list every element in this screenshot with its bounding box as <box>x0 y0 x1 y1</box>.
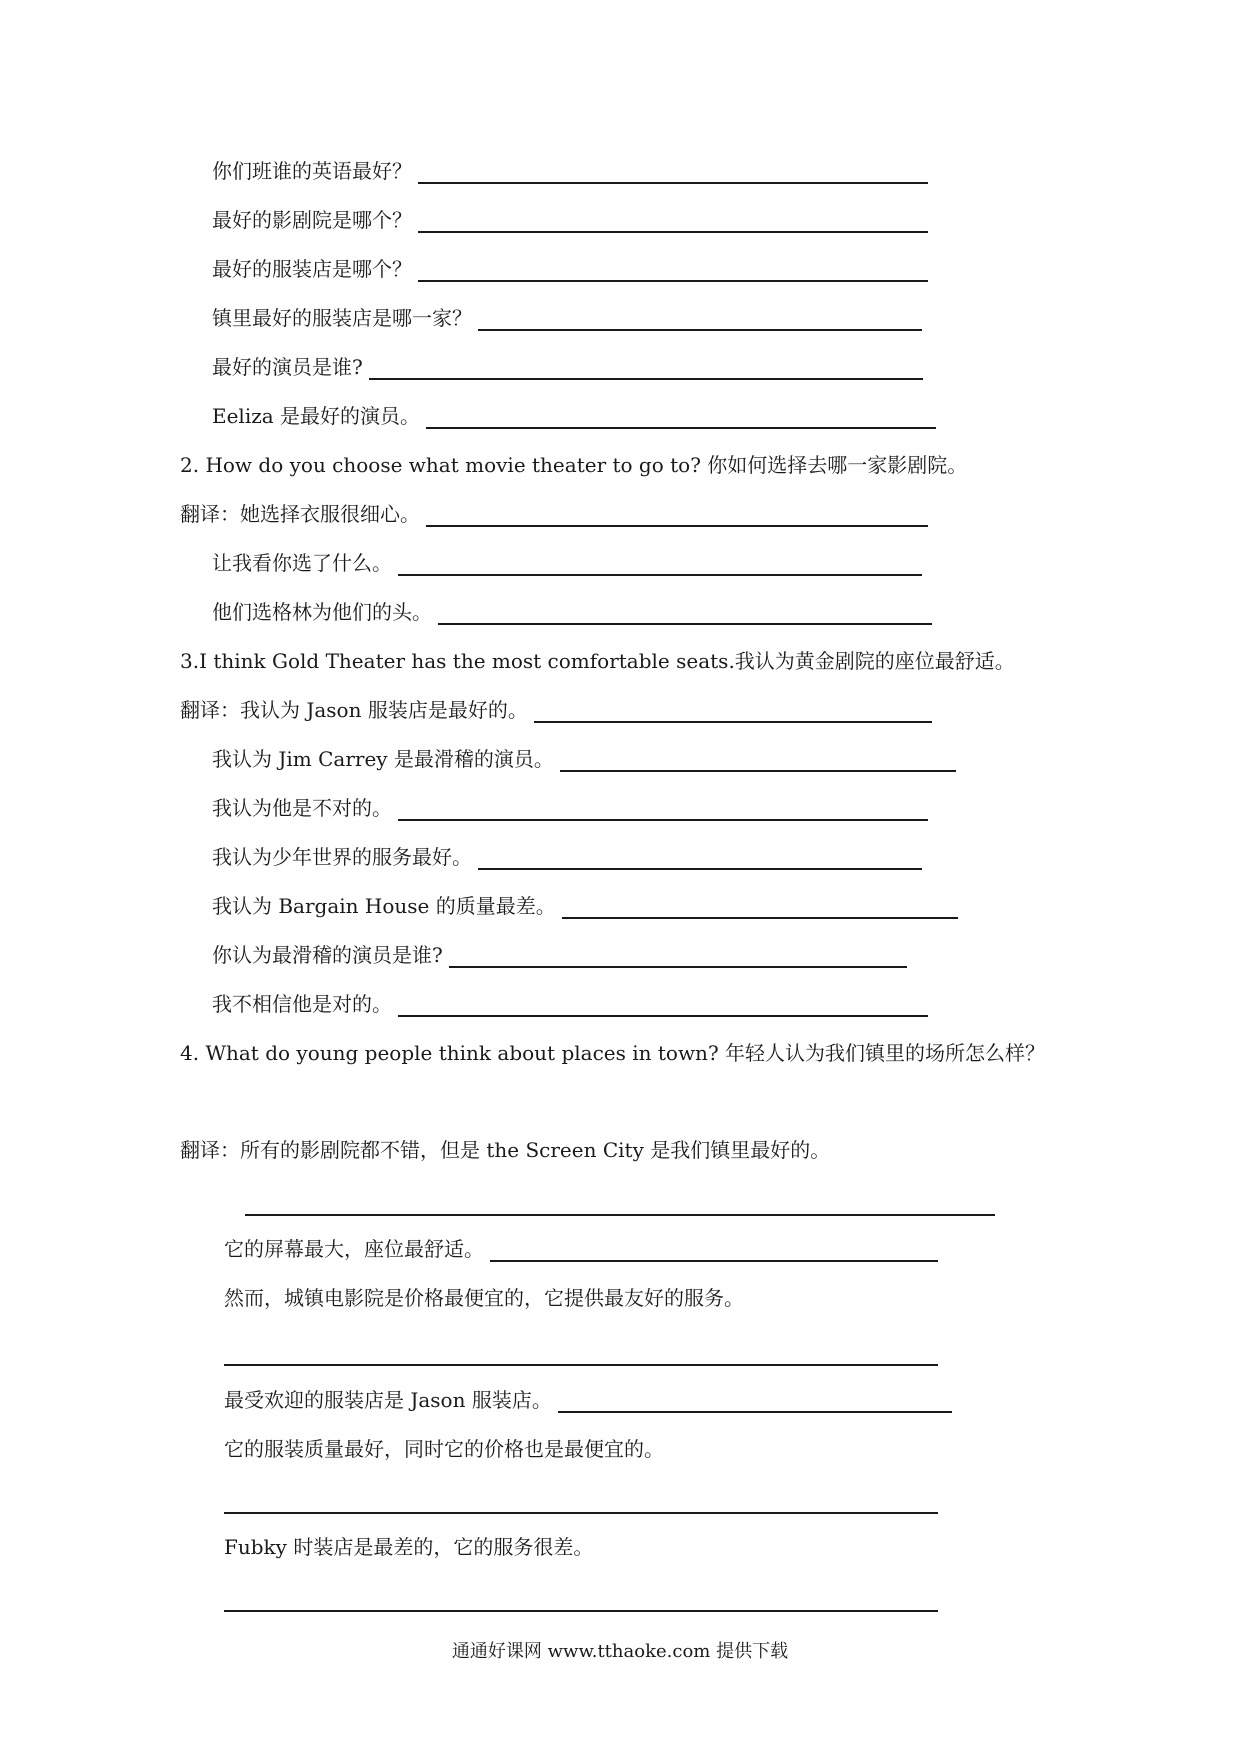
answer-blank[interactable] <box>224 1364 938 1366</box>
exercise-line <box>224 1530 593 1566</box>
answer-blank[interactable] <box>449 942 907 968</box>
exercise-line <box>224 1383 952 1419</box>
prompt-text: Eeliza 是最好的演员。 <box>212 404 421 428</box>
answer-blank[interactable] <box>490 1236 938 1262</box>
answer-blank[interactable] <box>398 795 928 821</box>
prompt-text: Fubky 时装店是最差的，它的服务很差。 <box>224 1535 594 1559</box>
question-heading <box>180 1036 1045 1072</box>
answer-blank[interactable] <box>418 256 928 282</box>
answer-blank[interactable] <box>426 403 936 429</box>
question-heading <box>180 448 967 484</box>
prompt-text: 我认为他是不对的。 <box>212 796 392 820</box>
answer-blank[interactable] <box>418 158 928 184</box>
answer-blank[interactable] <box>478 844 922 870</box>
answer-blank[interactable] <box>534 697 932 723</box>
exercise-line <box>212 399 936 435</box>
exercise-line <box>212 203 928 239</box>
exercise-line <box>212 791 928 827</box>
exercise-line <box>224 1281 744 1317</box>
prompt-text: 我认为少年世界的服务最好。 <box>212 845 472 869</box>
exercise-line <box>224 1232 938 1268</box>
exercise-line <box>212 840 922 876</box>
prompt-text: 你们班谁的英语最好？ <box>212 159 412 183</box>
exercise-line <box>212 350 923 386</box>
prompt-text: 翻译：所有的影剧院都不错，但是 the Screen City 是我们镇里最好的。 <box>180 1138 831 1162</box>
exercise-line <box>212 301 922 337</box>
exercise-line <box>212 546 922 582</box>
prompt-text: 镇里最好的服装店是哪一家？ <box>212 306 472 330</box>
prompt-text: 它的服装质量最好，同时它的价格也是最便宜的。 <box>224 1437 664 1461</box>
question-text: 3.I think Gold Theater has the most comfortable seats.我认为黄金剧院的座位最舒适。 <box>180 649 1015 673</box>
answer-blank[interactable] <box>558 1387 952 1413</box>
exercise-line <box>180 497 928 533</box>
prompt-text: 翻译：她选择衣服很细心。 <box>180 502 420 526</box>
prompt-text: 让我看你选了什么。 <box>212 551 392 575</box>
prompt-text: 它的屏幕最大，座位最舒适。 <box>224 1237 484 1261</box>
exercise-line <box>224 1432 664 1468</box>
prompt-text: 最受欢迎的服装店是 Jason 服装店。 <box>224 1388 552 1412</box>
prompt-text: 最好的服装店是哪个？ <box>212 257 412 281</box>
exercise-line <box>212 742 956 778</box>
answer-blank[interactable] <box>562 893 958 919</box>
prompt-text: 最好的影剧院是哪个？ <box>212 208 412 232</box>
exercise-line <box>180 693 932 729</box>
answer-blank[interactable] <box>245 1214 995 1216</box>
prompt-text: 我认为 Bargain House 的质量最差。 <box>212 894 556 918</box>
prompt-text: 我认为 Jim Carrey 是最滑稽的演员。 <box>212 747 554 771</box>
exercise-line <box>212 987 928 1023</box>
question-text: 4. What do young people think about places in town? 年轻人认为我们镇里的场所怎么样？ <box>180 1041 1046 1065</box>
answer-blank[interactable] <box>426 501 928 527</box>
prompt-text: 然而，城镇电影院是价格最便宜的，它提供最友好的服务。 <box>224 1286 744 1310</box>
answer-blank[interactable] <box>369 354 923 380</box>
answer-blank[interactable] <box>438 599 932 625</box>
exercise-line <box>212 889 958 925</box>
answer-blank[interactable] <box>224 1610 938 1612</box>
exercise-line <box>212 154 928 190</box>
question-heading <box>180 644 1015 680</box>
exercise-line <box>212 252 928 288</box>
prompt-text: 最好的演员是谁? <box>212 355 363 379</box>
exercise-line <box>212 938 907 974</box>
prompt-text: 他们选格林为他们的头。 <box>212 600 432 624</box>
prompt-text: 翻译：我认为 Jason 服装店是最好的。 <box>180 698 528 722</box>
answer-blank[interactable] <box>224 1512 938 1514</box>
answer-blank[interactable] <box>478 305 922 331</box>
exercise-line <box>180 1133 830 1169</box>
question-text: 2. How do you choose what movie theater to go to? 你如何选择去哪一家影剧院。 <box>180 453 968 477</box>
answer-blank[interactable] <box>560 746 956 772</box>
answer-blank[interactable] <box>398 550 922 576</box>
exercise-line <box>212 595 932 631</box>
page-footer: 通通好课网 www.tthaoke.com 提供下载 <box>451 1641 789 1662</box>
answer-blank[interactable] <box>398 991 928 1017</box>
answer-blank[interactable] <box>418 207 928 233</box>
prompt-text: 我不相信他是对的。 <box>212 992 392 1016</box>
prompt-text: 你认为最滑稽的演员是谁? <box>212 943 443 967</box>
